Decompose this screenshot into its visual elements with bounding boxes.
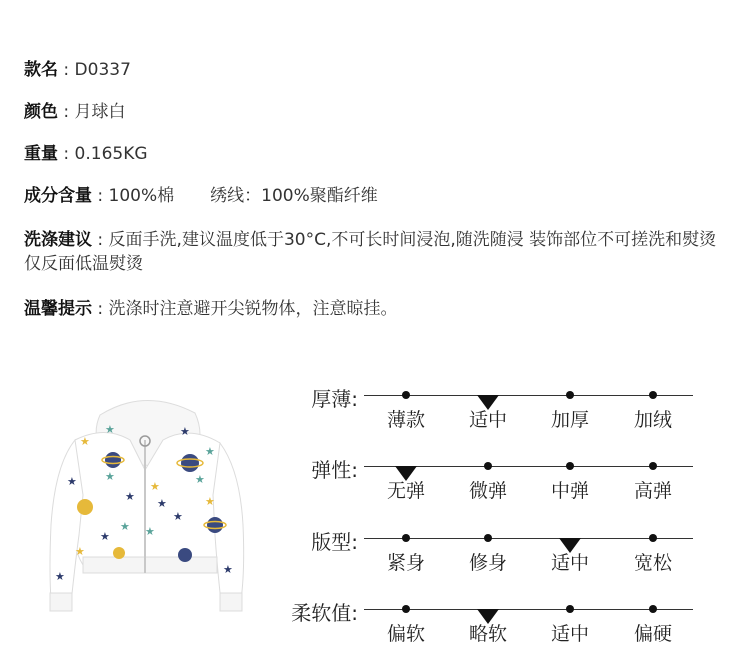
scale-label: 弹性: [311, 458, 358, 482]
info-label: 温馨提示 [24, 299, 92, 319]
svg-text:★: ★ [100, 530, 110, 543]
svg-text:★: ★ [173, 510, 183, 523]
info-value: : 洗涤时注意避开尖锐物体，注意晾挂。 [92, 299, 398, 319]
scale-dot [402, 391, 410, 399]
scale-option: 偏软 [386, 623, 425, 645]
scale-line [364, 609, 693, 610]
svg-text:★: ★ [195, 473, 205, 486]
info-value: : 0.165KG [58, 144, 148, 164]
scale-option: 适中 [468, 409, 507, 431]
info-composition [24, 184, 378, 208]
scale-dot [649, 462, 657, 470]
scale-dot [402, 605, 410, 613]
info-washing [24, 228, 724, 276]
scale-dot [402, 534, 410, 542]
info-label: 成分含量 [24, 186, 92, 206]
svg-text:★: ★ [105, 423, 115, 436]
scale-option: 宽松 [633, 552, 672, 574]
scale-option: 加绒 [633, 409, 672, 431]
scale-dot [566, 605, 574, 613]
scale-dot [649, 391, 657, 399]
svg-text:★: ★ [223, 563, 233, 576]
info-extra: 绣线：100%聚酯纤维 [210, 186, 378, 206]
info-label: 洗涤建议 [24, 230, 92, 250]
info-value: : D0337 [58, 60, 131, 80]
svg-text:★: ★ [67, 475, 77, 488]
svg-text:★: ★ [75, 545, 85, 558]
svg-text:★: ★ [80, 435, 90, 448]
info-label: 颜色 [24, 102, 58, 122]
scale-dot [566, 462, 574, 470]
info-value: : 月球白 [58, 102, 126, 122]
svg-text:★: ★ [145, 525, 155, 538]
info-color [24, 100, 126, 124]
info-value: : 反面手洗,建议温度低于30°C,不可长时间浸泡,随洗随浸 装饰部位不可搓洗和熨烫 仅反面低温熨烫 [24, 230, 717, 274]
scale-line [364, 395, 693, 396]
scale-option: 偏硬 [633, 623, 672, 645]
scale-option: 无弹 [386, 480, 425, 502]
scale-option: 适中 [550, 623, 589, 645]
scale-dot [649, 534, 657, 542]
scale-option: 略软 [468, 623, 507, 645]
scale-label: 柔软值: [291, 601, 358, 625]
scale-dot [649, 605, 657, 613]
svg-text:★: ★ [125, 490, 135, 503]
scale-line [364, 538, 693, 539]
scale-option: 高弹 [633, 480, 672, 502]
scale-option: 修身 [468, 552, 507, 574]
scale-option: 微弹 [468, 480, 507, 502]
scale-option: 紧身 [386, 552, 425, 574]
info-label: 重量 [24, 144, 58, 164]
scale-dot [484, 462, 492, 470]
scale-label: 版型: [311, 530, 358, 554]
svg-text:★: ★ [180, 425, 190, 438]
jacket-image [45, 395, 255, 620]
info-tips [24, 297, 398, 321]
info-weight [24, 142, 148, 166]
scale-option: 中弹 [550, 480, 589, 502]
scale-dot [484, 534, 492, 542]
svg-text:★: ★ [205, 495, 215, 508]
scale-label: 厚薄: [311, 387, 358, 411]
svg-text:★: ★ [55, 570, 65, 583]
svg-text:★: ★ [150, 480, 160, 493]
svg-text:★: ★ [157, 497, 167, 510]
svg-text:★: ★ [105, 470, 115, 483]
info-style-no [24, 58, 131, 82]
info-value: : 100%棉 [92, 186, 175, 206]
scale-option: 适中 [550, 552, 589, 574]
scale-option: 薄款 [386, 409, 425, 431]
info-label: 款名 [24, 60, 58, 80]
svg-text:★: ★ [205, 445, 215, 458]
scale-option: 加厚 [550, 409, 589, 431]
svg-text:★: ★ [120, 520, 130, 533]
scale-dot [566, 391, 574, 399]
